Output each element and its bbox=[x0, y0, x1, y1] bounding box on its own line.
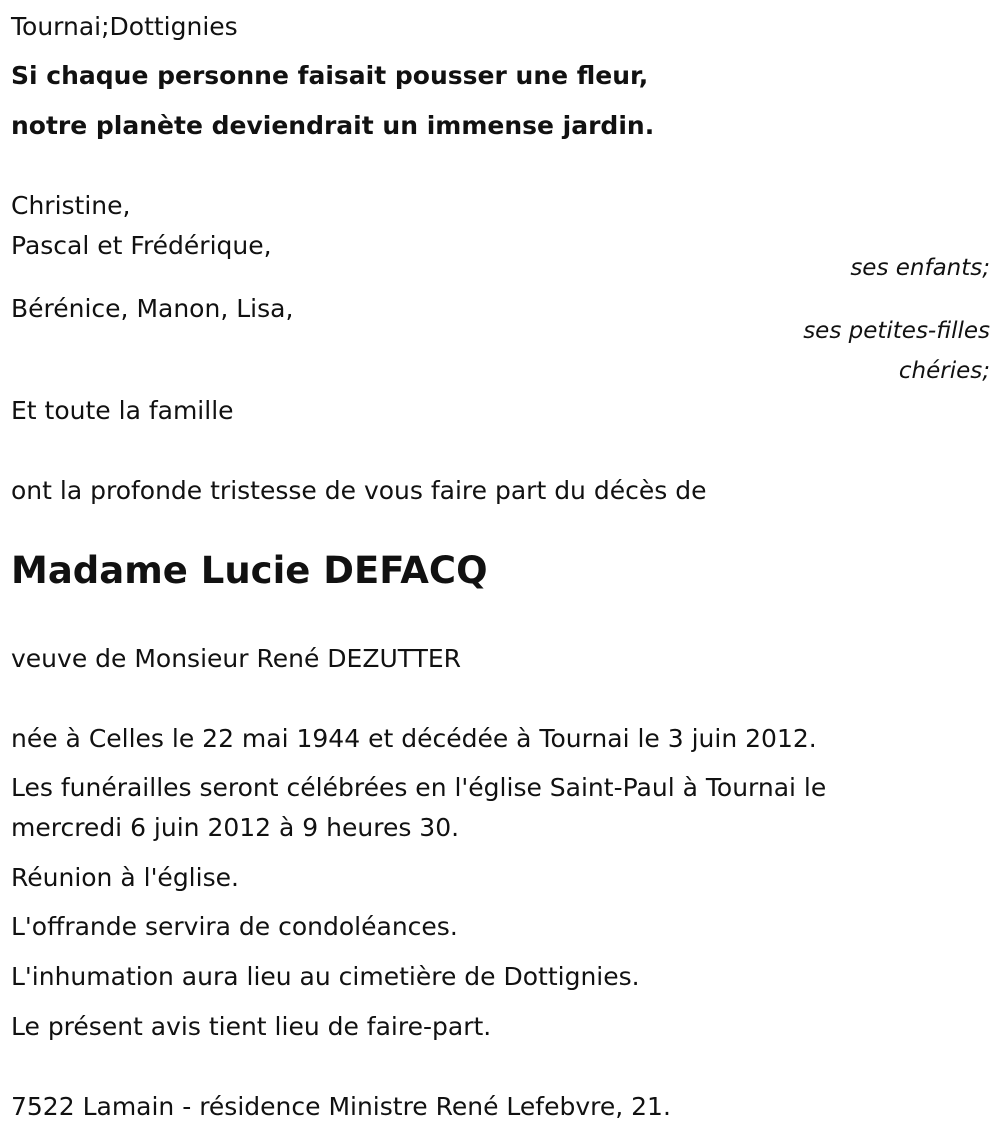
family-name-pascal: Pascal et Frédérique, bbox=[11, 231, 272, 260]
grandchildren-names: Bérénice, Manon, Lisa, bbox=[11, 294, 294, 323]
meeting-line: Réunion à l'église. bbox=[11, 863, 239, 892]
announcement-intro: ont la profonde tristesse de vous faire part du décès de bbox=[11, 476, 707, 505]
birth-death-line: née à Celles le 22 mai 1944 et décédée à Tournai le 3 juin 2012. bbox=[11, 724, 817, 753]
location-line: Tournai;Dottignies bbox=[11, 12, 238, 41]
spouse-line: veuve de Monsieur René DEZUTTER bbox=[11, 644, 462, 673]
funeral-line-2: mercredi 6 juin 2012 à 9 heures 30. bbox=[11, 813, 460, 842]
grandchildren-role-line-2: chéries; bbox=[898, 358, 990, 384]
funeral-line-1: Les funérailles seront célébrées en l'église Saint-Paul à Tournai le bbox=[11, 773, 827, 802]
family-rest: Et toute la famille bbox=[11, 396, 234, 425]
address-line: 7522 Lamain - résidence Ministre René Lefebvre, 21. bbox=[11, 1092, 671, 1121]
deceased-name: Madame Lucie DEFACQ bbox=[11, 549, 488, 592]
quote-line-2: notre planète deviendrait un immense jardin. bbox=[11, 111, 655, 140]
burial-line: L'inhumation aura lieu au cimetière de Dottignies. bbox=[11, 962, 640, 991]
notice-line: Le présent avis tient lieu de faire-part. bbox=[11, 1012, 492, 1041]
quote-line-1: Si chaque personne faisait pousser une fleur, bbox=[11, 61, 649, 90]
offering-line: L'offrande servira de condoléances. bbox=[11, 912, 458, 941]
grandchildren-role-line-1: ses petites-filles bbox=[803, 318, 990, 344]
family-name-christine: Christine, bbox=[11, 191, 131, 220]
children-role: ses enfants; bbox=[850, 255, 990, 281]
